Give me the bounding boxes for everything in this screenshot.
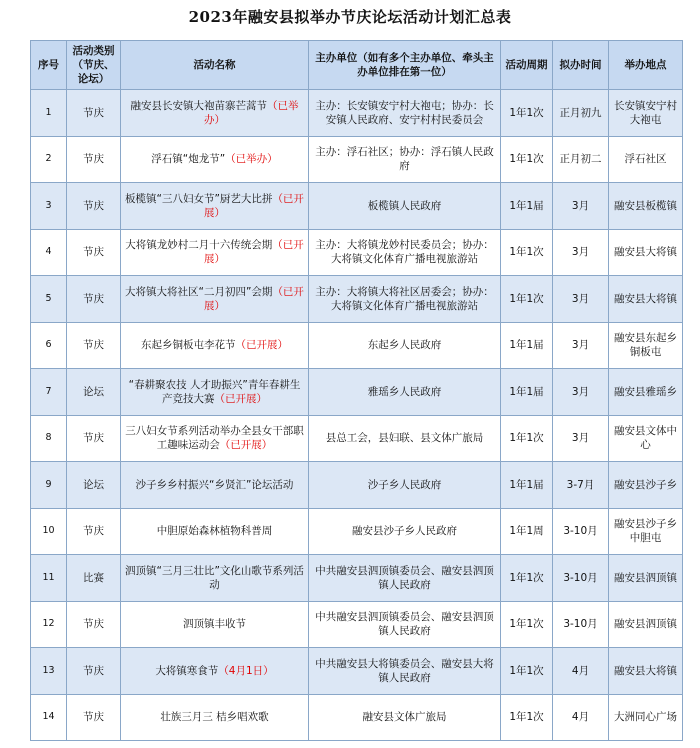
activity-table <box>30 40 683 741</box>
table-row <box>31 136 683 183</box>
cell-organizer: 沙子乡人民政府 <box>309 462 501 509</box>
cell-name <box>121 369 309 416</box>
cell-category: 论坛 <box>67 369 121 416</box>
header-category: 活动类别（节庆、论坛） <box>67 41 121 90</box>
cell-name <box>121 462 309 509</box>
cell-organizer: 主办：长安镇安宁村大袍屯；协办：长安镇人民政府、安宁村村民委员会 <box>309 90 501 137</box>
cell-location: 融安县板榄镇 <box>609 183 683 230</box>
cell-location: 融安县文体中心 <box>609 415 683 462</box>
cell-index: 10 <box>31 508 67 555</box>
activity-name: 大将镇大将社区“二月初四”会期 <box>125 285 273 298</box>
header-index: 序号 <box>31 41 67 90</box>
cell-time: 3月 <box>553 276 609 323</box>
cell-index: 3 <box>31 183 67 230</box>
table-row <box>31 369 683 416</box>
cell-cycle: 1年1届 <box>501 462 553 509</box>
activity-name: “春耕聚农技 人才助振兴”青年春耕生产竞技大赛 <box>128 378 301 405</box>
cell-organizer: 主办：大将镇龙妙村民委员会；协办：大将镇文化体育广播电视旅游站 <box>309 229 501 276</box>
cell-location: 长安镇安宁村大袍屯 <box>609 90 683 137</box>
cell-name <box>121 276 309 323</box>
cell-time: 3-7月 <box>553 462 609 509</box>
cell-name <box>121 322 309 369</box>
cell-time: 正月初九 <box>553 90 609 137</box>
activity-name: 板榄镇“三八妇女节”厨艺大比拼 <box>125 192 273 205</box>
activity-status: （已举办） <box>225 153 278 166</box>
cell-time: 3-10月 <box>553 555 609 602</box>
cell-category: 节庆 <box>67 90 121 137</box>
activity-status: （已开展） <box>235 339 288 352</box>
header-name: 活动名称 <box>121 41 309 90</box>
cell-category: 节庆 <box>67 508 121 555</box>
activity-status: （已举办） <box>204 99 299 126</box>
activity-status: （已开展） <box>214 392 267 405</box>
activity-name: 泗顶镇丰收节 <box>183 618 246 631</box>
cell-time: 3-10月 <box>553 508 609 555</box>
cell-index: 7 <box>31 369 67 416</box>
cell-name <box>121 648 309 695</box>
table-row <box>31 276 683 323</box>
cell-index: 13 <box>31 648 67 695</box>
cell-name <box>121 183 309 230</box>
cell-index: 14 <box>31 694 67 741</box>
cell-location: 融安县雅瑶乡 <box>609 369 683 416</box>
cell-index: 1 <box>31 90 67 137</box>
cell-name <box>121 694 309 741</box>
cell-category: 节庆 <box>67 136 121 183</box>
header-location: 举办地点 <box>609 41 683 90</box>
cell-location: 浮石社区 <box>609 136 683 183</box>
activity-name: 东起乡铜板屯李花节 <box>141 339 236 352</box>
cell-time: 3月 <box>553 322 609 369</box>
cell-category: 节庆 <box>67 322 121 369</box>
cell-time: 3月 <box>553 183 609 230</box>
activity-name: 沙子乡乡村振兴“乡贤汇”论坛活动 <box>135 478 294 491</box>
cell-organizer: 主办：大将镇大将社区居委会；协办：大将镇文化体育广播电视旅游站 <box>309 276 501 323</box>
cell-location: 融安县东起乡铜板屯 <box>609 322 683 369</box>
cell-time: 4月 <box>553 694 609 741</box>
table-row <box>31 555 683 602</box>
cell-category: 节庆 <box>67 229 121 276</box>
activity-name: 泗顶镇“三月三壮比”文化山歌节系列活动 <box>125 564 304 591</box>
table-row <box>31 648 683 695</box>
activity-status: （4月1日） <box>218 664 274 677</box>
cell-index: 5 <box>31 276 67 323</box>
cell-time: 3-10月 <box>553 601 609 648</box>
cell-location: 融安县沙子乡中胆屯 <box>609 508 683 555</box>
cell-time: 3月 <box>553 369 609 416</box>
cell-category: 节庆 <box>67 694 121 741</box>
cell-organizer: 板榄镇人民政府 <box>309 183 501 230</box>
activity-status: （已开展） <box>204 285 304 312</box>
cell-name <box>121 415 309 462</box>
cell-name <box>121 601 309 648</box>
activity-name: 融安县长安镇大袍苗寨芒蒿节 <box>130 99 267 112</box>
cell-cycle: 1年1次 <box>501 229 553 276</box>
cell-cycle: 1年1次 <box>501 601 553 648</box>
cell-time: 3月 <box>553 229 609 276</box>
cell-location: 融安县大将镇 <box>609 648 683 695</box>
table-row <box>31 415 683 462</box>
activity-name: 大将镇龙妙村二月十六传统会期 <box>125 239 273 252</box>
cell-category: 节庆 <box>67 601 121 648</box>
cell-cycle: 1年1周 <box>501 508 553 555</box>
cell-organizer: 雅瑶乡人民政府 <box>309 369 501 416</box>
cell-time: 3月 <box>553 415 609 462</box>
cell-category: 节庆 <box>67 415 121 462</box>
cell-index: 9 <box>31 462 67 509</box>
cell-name <box>121 136 309 183</box>
activity-name: 大将镇寒食节 <box>155 664 219 677</box>
activity-name: 壮族三月三 桔乡唱欢歌 <box>160 711 269 724</box>
header-organizer: 主办单位（如有多个主办单位、牵头主办单位排在第一位） <box>309 41 501 90</box>
cell-time: 4月 <box>553 648 609 695</box>
cell-name <box>121 508 309 555</box>
cell-cycle: 1年1届 <box>501 183 553 230</box>
cell-organizer: 中共融安县泗顶镇委员会、融安县泗顶镇人民政府 <box>309 601 501 648</box>
activity-status: （已开展） <box>204 192 304 219</box>
cell-cycle: 1年1次 <box>501 694 553 741</box>
cell-organizer: 融安县沙子乡人民政府 <box>309 508 501 555</box>
cell-organizer: 融安县文体广旅局 <box>309 694 501 741</box>
cell-index: 6 <box>31 322 67 369</box>
cell-organizer: 中共融安县大将镇委员会、融安县大将镇人民政府 <box>309 648 501 695</box>
table-row <box>31 601 683 648</box>
table-row <box>31 183 683 230</box>
cell-organizer: 主办：浮石社区；协办：浮石镇人民政府 <box>309 136 501 183</box>
cell-index: 11 <box>31 555 67 602</box>
table-row <box>31 322 683 369</box>
page-title: 2023年融安县拟举办节庆论坛活动计划汇总表 <box>188 8 512 26</box>
cell-location: 融安县大将镇 <box>609 276 683 323</box>
table-row <box>31 229 683 276</box>
cell-category: 论坛 <box>67 462 121 509</box>
cell-index: 12 <box>31 601 67 648</box>
cell-location: 融安县大将镇 <box>609 229 683 276</box>
cell-organizer: 东起乡人民政府 <box>309 322 501 369</box>
activity-name: 浮石镇“炮龙节” <box>151 153 226 166</box>
cell-cycle: 1年1次 <box>501 415 553 462</box>
cell-location: 融安县泗顶镇 <box>609 555 683 602</box>
cell-category: 比赛 <box>67 555 121 602</box>
cell-name <box>121 555 309 602</box>
cell-index: 2 <box>31 136 67 183</box>
table-header-row <box>31 41 683 90</box>
cell-index: 4 <box>31 229 67 276</box>
cell-cycle: 1年1次 <box>501 136 553 183</box>
cell-cycle: 1年1届 <box>501 369 553 416</box>
table-row <box>31 694 683 741</box>
cell-name <box>121 229 309 276</box>
cell-cycle: 1年1次 <box>501 555 553 602</box>
cell-category: 节庆 <box>67 183 121 230</box>
cell-index: 8 <box>31 415 67 462</box>
cell-cycle: 1年1次 <box>501 648 553 695</box>
table-row <box>31 90 683 137</box>
header-time: 拟办时间 <box>553 41 609 90</box>
table-row <box>31 508 683 555</box>
cell-location: 大洲同心广场 <box>609 694 683 741</box>
cell-name <box>121 90 309 137</box>
cell-location: 融安县沙子乡 <box>609 462 683 509</box>
cell-location: 融安县泗顶镇 <box>609 601 683 648</box>
header-cycle: 活动周期 <box>501 41 553 90</box>
cell-time: 正月初二 <box>553 136 609 183</box>
cell-cycle: 1年1次 <box>501 276 553 323</box>
cell-organizer: 中共融安县泗顶镇委员会、融安县泗顶镇人民政府 <box>309 555 501 602</box>
cell-category: 节庆 <box>67 276 121 323</box>
activity-status: （已开展） <box>204 239 304 266</box>
cell-cycle: 1年1届 <box>501 322 553 369</box>
cell-cycle: 1年1次 <box>501 90 553 137</box>
activity-status: （已开展） <box>219 439 273 452</box>
activity-name: 中胆原始森林植物科普周 <box>156 525 273 538</box>
table-row <box>31 462 683 509</box>
cell-organizer: 县总工会，县妇联、县文体广旅局 <box>309 415 501 462</box>
activity-name: 三八妇女节系列活动举办全县女干部职工趣味运动会 <box>125 425 304 452</box>
cell-category: 节庆 <box>67 648 121 695</box>
